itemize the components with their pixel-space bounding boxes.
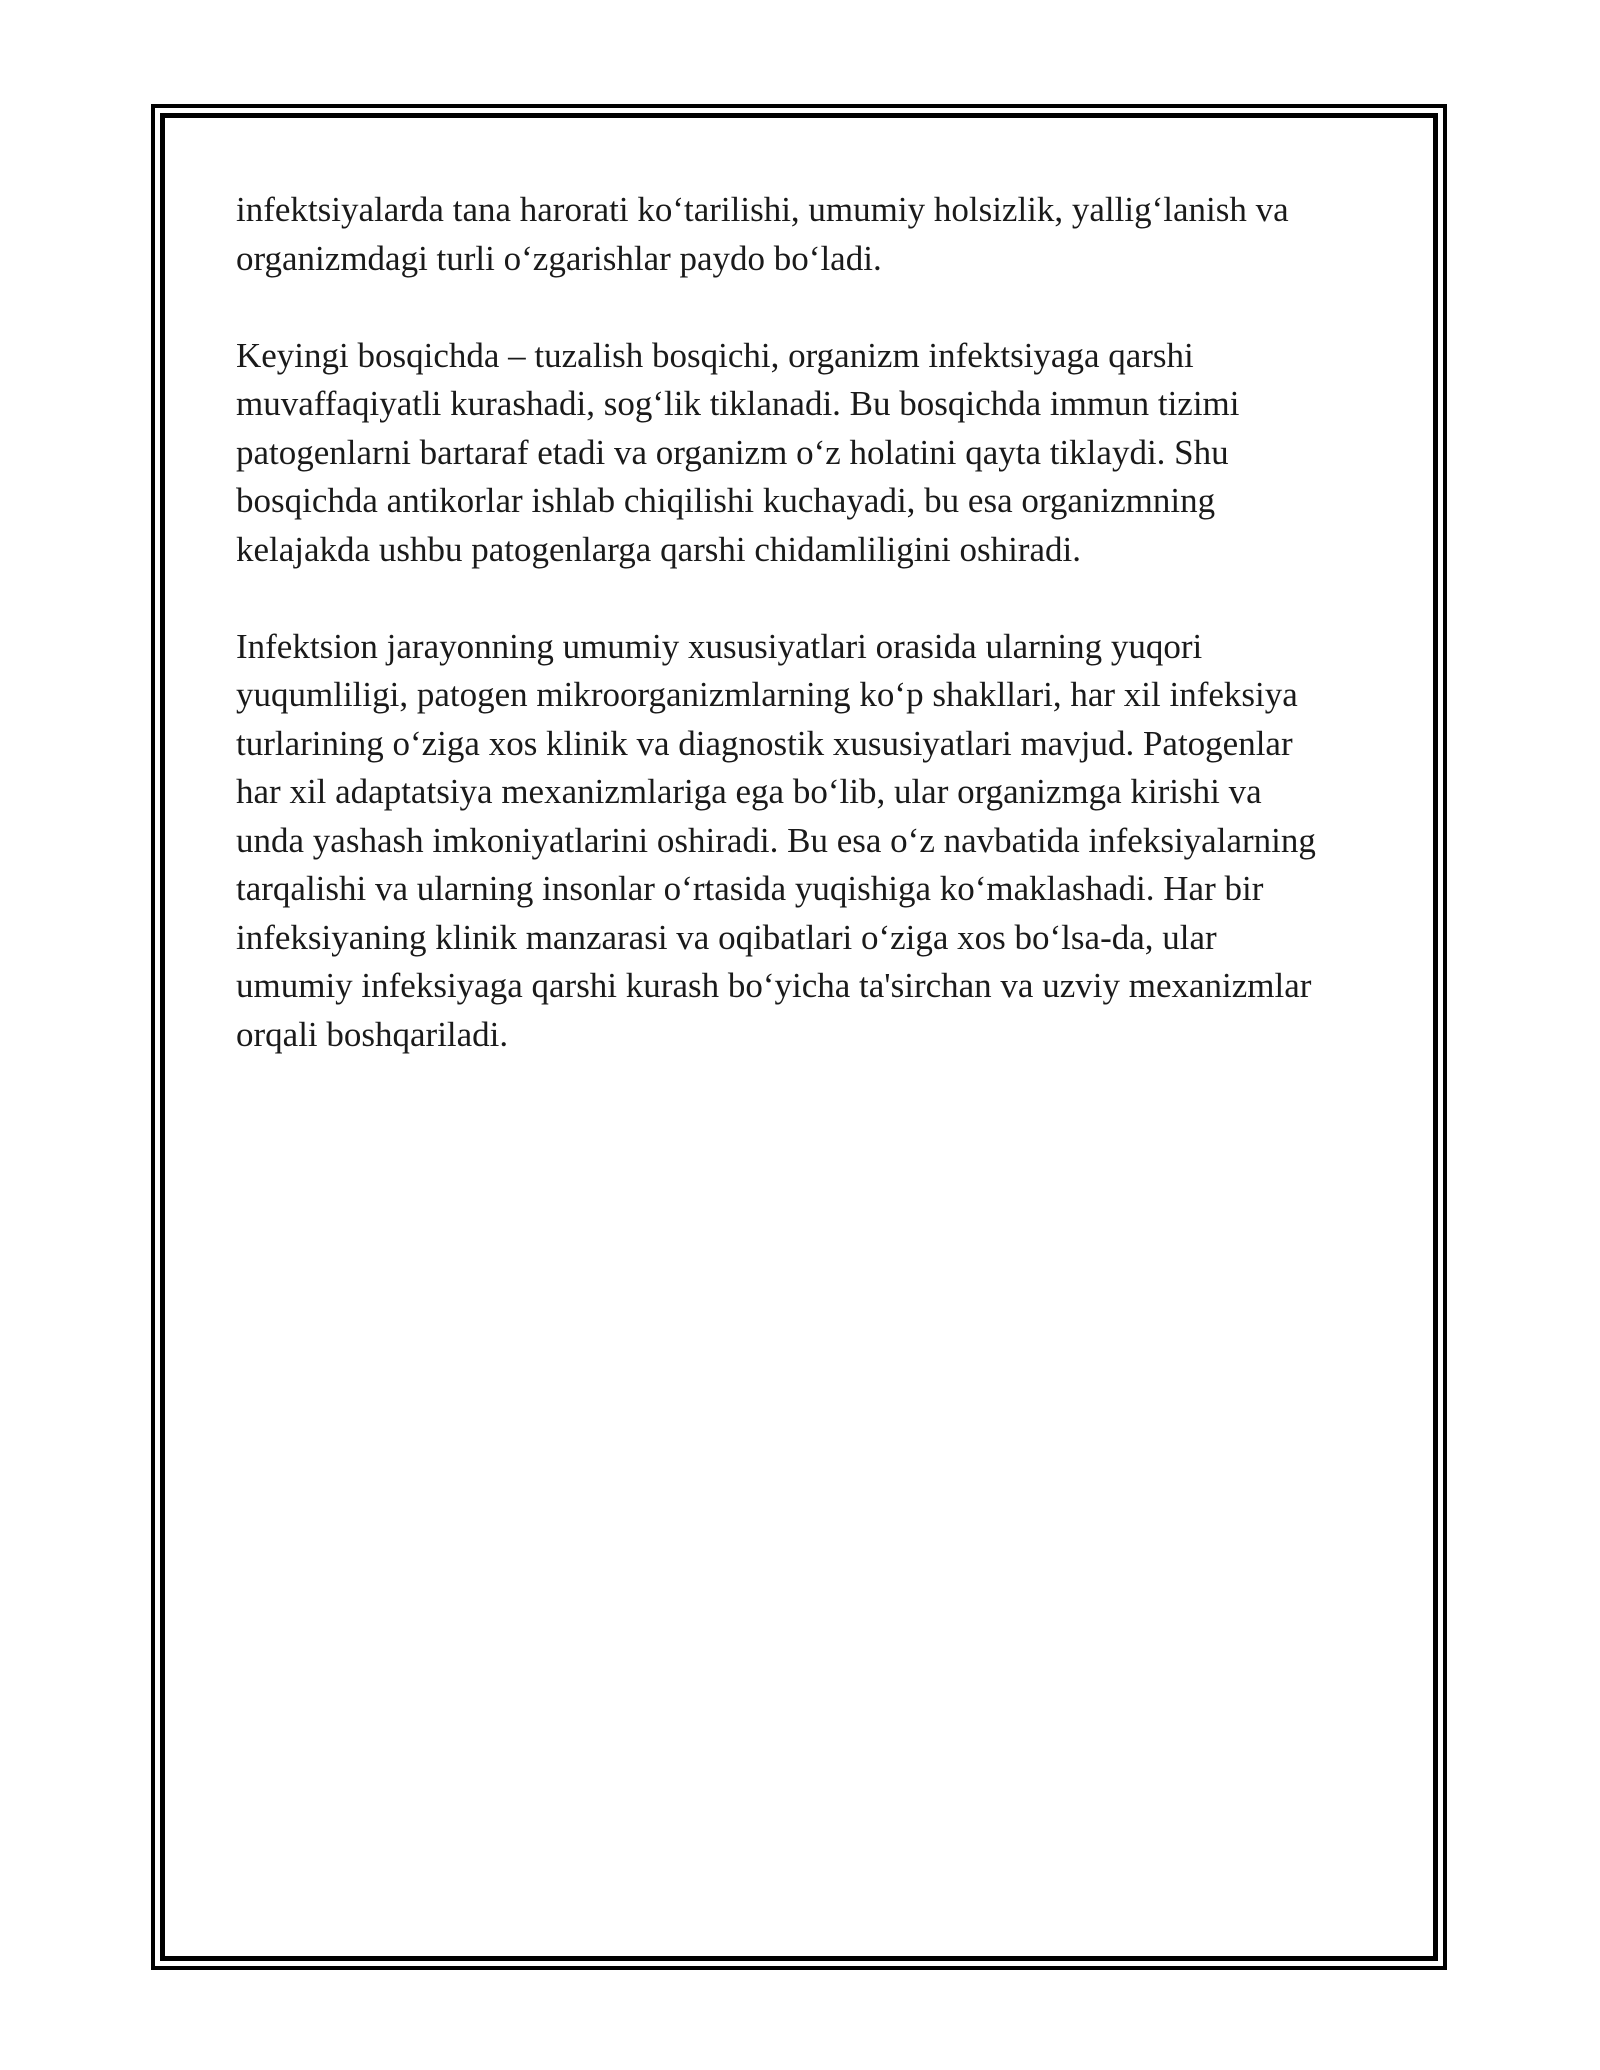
- paragraph-general-features: Infektsion jarayonning umumiy xususiyatlari orasida ularning yuqori yuqumliligi, patogen mikroorganizmlarning ko‘p shakllari, har xil infeksiya turlarining o‘ziga xos klinik va diagnostik xususiyatlari mavjud. Patogenlar har xil adaptatsiya mexanizmlariga ega bo‘lib, ular organizmga kirishi va unda yashash imkoniyatlarini oshiradi. Bu esa o‘z navbatida infeksiyalarning tarqalishi va ularning insonlar o‘rtasida yuqishiga ko‘maklashadi. Har bir infeksiyaning klinik manzarasi va oqibatlari o‘ziga xos bo‘lsa-da, ular umumiy infeksiyaga qarshi kurash bo‘yicha ta'sirchan va uzviy mexanizmlar orqali boshqariladi.: [236, 626, 1316, 1054]
- document-body: [236, 186, 1376, 1108]
- paragraph-fever-symptoms: infektsiyalarda tana harorati ko‘tarilishi, umumiy holsizlik, yallig‘lanish va organizmdagi turli o‘zgarishlar paydo bo‘ladi.: [236, 190, 1289, 278]
- paragraph-recovery-stage: Keyingi bosqichda – tuzalish bosqichi, organizm infektsiyaga qarshi muvaffaqiyatli kurashadi, sog‘lik tiklanadi. Bu bosqichda immun tizimi patogenlarni bartaraf etadi va organizm o‘z holatini qayta tiklaydi. Shu bosqichda antikorlar ishlab chiqilishi kuchayadi, bu esa organizmning kelajakda ushbu patogenlarga qarshi chidamliligini oshiradi.: [236, 335, 1240, 569]
